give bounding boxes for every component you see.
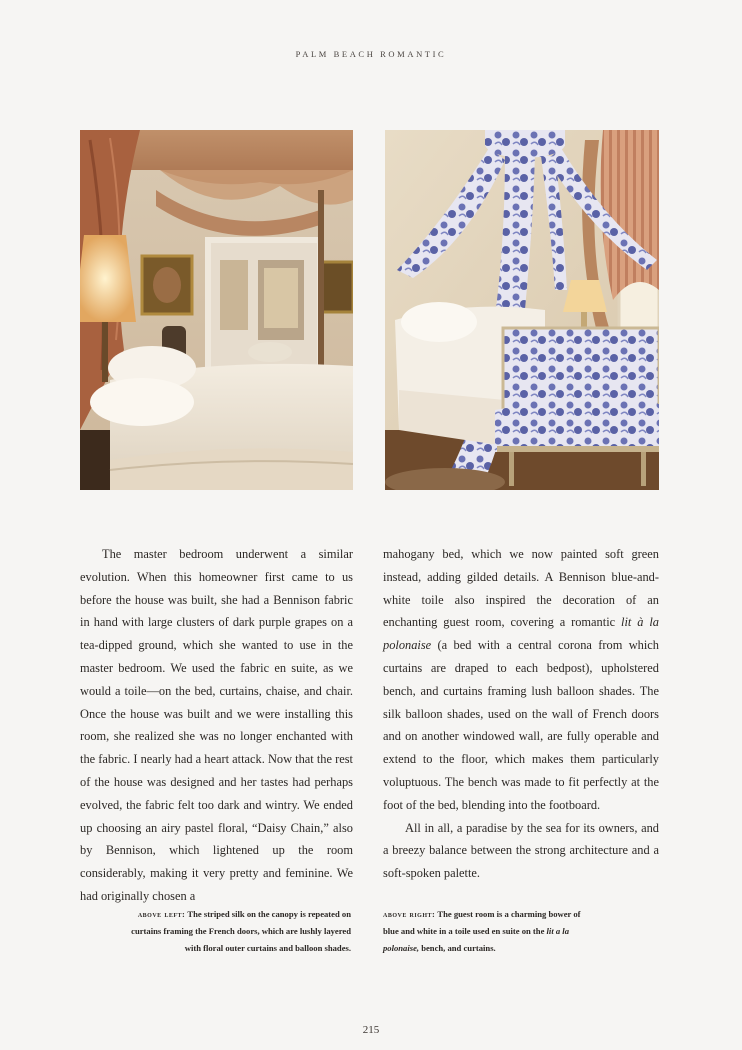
caption-above-right — [383, 906, 583, 957]
caption-label: above left: — [137, 909, 186, 919]
paragraph-text: mahogany bed, which we now painted soft green instead, adding gilded details. A Bennison blue-and-white toile also inspired the decoration of an enchanting guest room, covering a romantic — [383, 547, 659, 630]
caption-text: The guest room is a charming bower of blue and white in a toile used en suite on the — [383, 909, 581, 936]
caption-label: above right: — [383, 909, 436, 919]
paragraph — [383, 543, 659, 817]
caption-text: bench, and curtains. — [419, 943, 496, 953]
guest-room-image — [385, 130, 659, 490]
paragraph: All in all, a paradise by the sea for its owners, and a breezy balance between the strong architecture and a soft-spoken palette. — [383, 820, 659, 881]
italic-term: lit à la polonaise — [383, 615, 660, 653]
paragraph: The master bedroom underwent a similar evolution. When this homeowner first came to us before the house was built, she had a Bennison fabric in hand with large clusters of dark purple grapes on a tea-dipped ground, which she wanted to use in the master bedroom. We used the fabric en suite, as we would a toile—on the bed, curtains, chaise, and chair. Once the house was built and we were installing this room, she realized she was no longer enchanted with the fabric. I nearly had a heart attack. Now that the rest of the house was designed and her tastes had perhaps evolved, the fabric felt too dark and wintry. We ended up choosing an airy pastel floral, “Daisy Chain,” also by Bennison, which lightened up the room considerably, making it very pretty and feminine. We had originally chosen a — [80, 547, 353, 903]
caption-above-left — [120, 906, 351, 957]
photo-guest-room — [385, 130, 659, 490]
photo-master-bedroom — [80, 130, 353, 490]
body-column-left — [80, 543, 353, 908]
page-number: 215 — [362, 1024, 380, 1036]
master-bedroom-image — [80, 130, 353, 490]
paragraph-text: (a bed with a central corona from which curtains are draped to each bedpost), upholstered bench, and curtains framing lush balloon shades. The silk balloon shades, used on the wall of French doors and on another windowed wall, are fully operable and extend to the floor, which makes them particularly voluptuous. The bench was made to fit perfectly at the foot of the bed, blending into the footboard. — [383, 638, 659, 812]
body-column-right — [383, 543, 659, 885]
caption-text: The striped silk on the canopy is repeated on curtains framing the French doors, which are lushly layered with floral outer curtains and balloon shades. — [131, 909, 351, 953]
running-head: PALM BEACH ROMANTIC — [295, 49, 447, 59]
caption-italic: lit a la polonaise, — [383, 926, 569, 953]
